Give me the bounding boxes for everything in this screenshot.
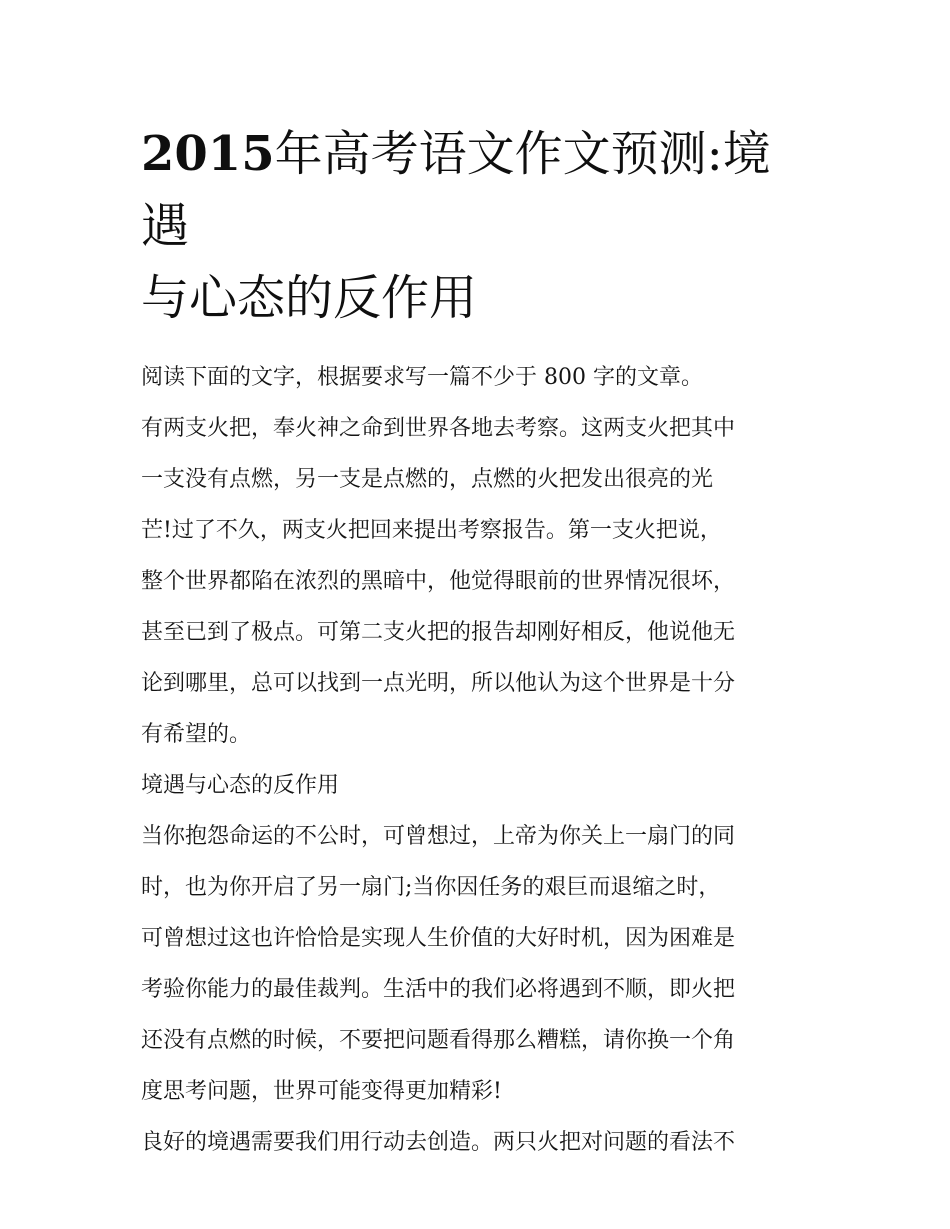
body-line: 有希望的。 [141,722,252,747]
body-line: 论到哪里，总可以找到一点光明，所以他认为这个世界是十分 [141,671,736,696]
body-line: 一支没有点燃，另一支是点燃的，点燃的火把发出很亮的光 [141,467,714,492]
body-line: 可曾想过这也许恰恰是实现人生价值的大好时机，因为困难是 [141,926,736,951]
body-line: 还没有点燃的时候，不要把问题看得那么糟糕，请你换一个角 [141,1028,736,1053]
section-heading: 境遇与心态的反作用 [141,773,340,798]
title-line-1 [141,126,771,254]
title-line-1-text: 年高考语文作文预测:境遇 [141,126,771,254]
document-title [141,118,813,334]
document-content [141,118,813,1168]
body-line-intro: 阅读下面的文字，根据要求写一篇不少于 800 字的文章。 [141,365,703,390]
body-line: 良好的境遇需要我们用行动去创造。两只火把对问题的看法不 [141,1130,736,1155]
body-line: 当你抱怨命运的不公时，可曾想过，上帝为你关上一扇门的同 [141,824,736,849]
body-line: 甚至已到了极点。可第二支火把的报告却刚好相反，他说他无 [141,620,736,645]
body-line: 考验你能力的最佳裁判。生活中的我们必将遇到不顺，即火把 [141,977,736,1002]
body-line: 芒!过了不久，两支火把回来提出考察报告。第一支火把说， [141,518,722,543]
body-line: 度思考问题，世界可能变得更加精彩! [141,1079,502,1104]
title-year: 2015 [141,126,275,182]
document-body [141,352,813,1168]
body-line: 有两支火把，奉火神之命到世界各地去考察。这两支火把其中 [141,416,736,441]
body-line: 整个世界都陷在浓烈的黑暗中，他觉得眼前的世界情况很坏， [141,569,736,594]
title-line-2: 与心态的反作用 [141,270,478,326]
body-line: 时，也为你开启了另一扇门;当你因任务的艰巨而退缩之时， [141,875,721,900]
